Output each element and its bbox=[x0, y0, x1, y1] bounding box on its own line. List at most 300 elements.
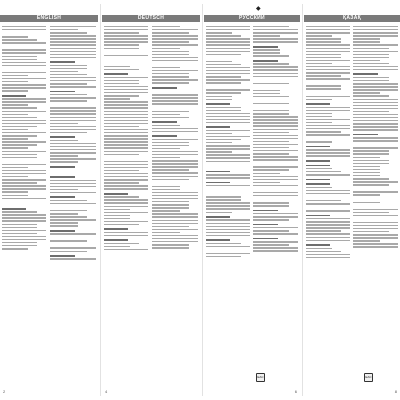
page-number: 6 bbox=[294, 389, 297, 394]
page-number: 8 bbox=[394, 389, 397, 394]
text-line bbox=[206, 235, 250, 236]
text-line bbox=[206, 145, 250, 146]
text-line bbox=[50, 94, 87, 95]
text-line bbox=[2, 81, 28, 82]
text-line bbox=[353, 60, 380, 61]
text-line bbox=[253, 210, 278, 212]
text-line bbox=[206, 99, 232, 100]
text-line bbox=[206, 154, 250, 155]
text-line bbox=[253, 147, 289, 148]
text-line bbox=[104, 209, 130, 210]
text-column-left bbox=[104, 26, 148, 386]
text-line bbox=[306, 200, 341, 201]
text-line bbox=[50, 38, 96, 39]
text-line bbox=[253, 90, 280, 91]
text-line bbox=[2, 173, 46, 174]
text-line bbox=[2, 84, 46, 85]
page-number: 4 bbox=[105, 389, 108, 394]
text-line bbox=[104, 182, 139, 183]
text-line bbox=[104, 44, 139, 45]
text-line bbox=[104, 107, 148, 108]
text-line bbox=[50, 129, 96, 130]
language-header: ҚАЗАҚ bbox=[304, 15, 400, 22]
text-line bbox=[353, 212, 389, 213]
text-line bbox=[50, 180, 96, 181]
text-line bbox=[104, 161, 148, 162]
text-line bbox=[306, 85, 341, 86]
text-line bbox=[353, 63, 389, 64]
text-line bbox=[306, 240, 350, 241]
text-line bbox=[353, 202, 380, 203]
text-line bbox=[104, 55, 148, 56]
text-line bbox=[50, 100, 87, 101]
text-line bbox=[152, 157, 180, 158]
text-line bbox=[306, 75, 341, 76]
text-line bbox=[104, 221, 148, 222]
text-line bbox=[104, 235, 148, 236]
text-line bbox=[2, 95, 26, 97]
text-line bbox=[353, 77, 389, 78]
text-line bbox=[104, 77, 148, 78]
text-line bbox=[2, 201, 46, 205]
text-line bbox=[206, 89, 250, 90]
text-line bbox=[206, 174, 250, 175]
text-line bbox=[353, 102, 398, 103]
text-line bbox=[253, 227, 298, 228]
text-line bbox=[353, 111, 389, 112]
text-line bbox=[206, 61, 232, 62]
text-line bbox=[353, 194, 380, 195]
text-line bbox=[2, 170, 46, 171]
text-line bbox=[2, 29, 46, 30]
text-line bbox=[253, 35, 280, 36]
text-line bbox=[104, 193, 128, 195]
text-line bbox=[104, 29, 148, 30]
certification-logo: EAC bbox=[364, 373, 373, 382]
text-line bbox=[306, 244, 330, 246]
text-line bbox=[206, 239, 230, 241]
text-line bbox=[104, 188, 148, 189]
text-line bbox=[2, 208, 26, 210]
text-line bbox=[152, 48, 180, 49]
text-line bbox=[104, 98, 130, 99]
page-fold-line bbox=[100, 4, 101, 396]
text-line bbox=[2, 233, 37, 234]
text-line bbox=[152, 198, 198, 199]
text-line bbox=[2, 198, 46, 199]
text-line bbox=[353, 225, 398, 226]
text-line bbox=[306, 171, 341, 172]
text-line bbox=[50, 132, 87, 133]
text-line bbox=[353, 69, 398, 70]
text-line bbox=[353, 32, 398, 33]
text-line bbox=[50, 183, 96, 184]
text-line bbox=[104, 114, 148, 115]
text-line bbox=[353, 129, 398, 130]
text-line bbox=[2, 52, 46, 53]
text-line bbox=[206, 232, 250, 233]
text-line bbox=[353, 215, 398, 216]
text-line bbox=[206, 243, 241, 244]
text-line bbox=[306, 168, 332, 169]
text-line bbox=[306, 179, 330, 181]
text-line bbox=[306, 146, 330, 148]
text-line bbox=[152, 121, 177, 123]
text-line bbox=[152, 94, 198, 95]
text-line bbox=[2, 107, 37, 108]
text-line bbox=[2, 230, 46, 231]
text-line bbox=[50, 77, 96, 78]
text-line bbox=[253, 110, 289, 111]
text-line bbox=[2, 224, 37, 225]
text-line bbox=[152, 111, 189, 112]
text-line bbox=[152, 38, 198, 39]
text-line bbox=[50, 213, 78, 214]
text-line bbox=[353, 86, 398, 87]
text-line bbox=[306, 96, 350, 97]
text-line bbox=[206, 96, 232, 97]
text-line bbox=[206, 41, 250, 42]
text-line bbox=[353, 51, 398, 52]
text-line bbox=[253, 205, 289, 206]
text-line bbox=[353, 80, 389, 81]
text-line bbox=[206, 177, 250, 178]
text-line bbox=[50, 196, 75, 198]
text-line bbox=[253, 63, 289, 64]
text-line bbox=[104, 141, 148, 142]
text-line bbox=[353, 166, 380, 167]
text-line bbox=[353, 123, 398, 124]
text-line bbox=[353, 29, 398, 30]
text-line bbox=[50, 222, 78, 223]
text-line bbox=[50, 155, 78, 156]
text-line bbox=[253, 69, 298, 70]
text-line bbox=[152, 142, 189, 143]
text-line bbox=[253, 247, 298, 248]
text-line bbox=[253, 103, 289, 104]
text-line bbox=[206, 219, 250, 220]
text-line bbox=[104, 41, 148, 42]
text-line bbox=[2, 188, 46, 189]
text-line bbox=[306, 160, 330, 162]
text-line bbox=[306, 63, 332, 64]
text-line bbox=[206, 51, 250, 52]
text-line bbox=[353, 83, 398, 84]
manual-page-english bbox=[0, 4, 98, 396]
text-line bbox=[152, 148, 180, 149]
text-line bbox=[2, 120, 46, 121]
text-line bbox=[353, 114, 398, 115]
text-line bbox=[353, 169, 380, 170]
text-line bbox=[253, 129, 298, 130]
text-line bbox=[152, 29, 198, 30]
text-line bbox=[353, 26, 398, 27]
text-line bbox=[253, 55, 289, 56]
text-line bbox=[152, 76, 189, 77]
text-line bbox=[353, 147, 398, 148]
text-line bbox=[152, 79, 198, 80]
text-line bbox=[152, 32, 189, 33]
manual-page-russian bbox=[204, 4, 300, 396]
text-line bbox=[152, 201, 189, 202]
text-line bbox=[353, 54, 389, 55]
text-line bbox=[2, 185, 46, 186]
text-line bbox=[306, 237, 350, 238]
text-line bbox=[50, 41, 96, 42]
language-header: ENGLISH bbox=[0, 15, 98, 22]
text-line bbox=[50, 29, 78, 30]
text-line bbox=[253, 41, 298, 42]
text-line bbox=[50, 251, 87, 252]
text-line bbox=[353, 44, 398, 45]
text-line bbox=[152, 213, 198, 214]
text-line bbox=[306, 221, 350, 222]
text-line bbox=[2, 62, 46, 63]
text-line bbox=[253, 179, 298, 180]
text-line bbox=[306, 210, 350, 211]
text-line bbox=[353, 126, 398, 127]
text-line bbox=[306, 88, 341, 89]
text-line bbox=[253, 176, 298, 177]
text-line bbox=[104, 120, 148, 121]
text-line bbox=[253, 46, 278, 48]
text-line bbox=[50, 176, 75, 178]
text-line bbox=[353, 108, 398, 109]
text-line bbox=[104, 129, 148, 130]
text-line bbox=[50, 65, 87, 66]
text-line bbox=[253, 138, 298, 139]
text-line bbox=[50, 240, 87, 241]
text-line bbox=[152, 244, 189, 245]
text-line bbox=[152, 97, 198, 98]
text-line bbox=[2, 104, 28, 105]
text-line bbox=[206, 136, 250, 137]
text-line bbox=[104, 170, 139, 171]
text-line bbox=[2, 36, 28, 37]
text-line bbox=[306, 38, 341, 39]
text-line bbox=[152, 247, 189, 248]
text-line bbox=[353, 191, 398, 192]
text-line bbox=[353, 150, 389, 151]
text-line bbox=[306, 174, 350, 175]
text-line bbox=[206, 26, 250, 27]
text-line bbox=[353, 246, 398, 247]
text-line bbox=[104, 151, 148, 152]
text-line bbox=[152, 145, 189, 146]
text-column-right bbox=[50, 26, 96, 386]
text-line bbox=[253, 125, 298, 126]
text-line bbox=[2, 214, 46, 215]
text-line bbox=[104, 48, 139, 49]
text-line bbox=[306, 251, 341, 252]
text-line bbox=[206, 70, 250, 71]
certification-logo: EAC bbox=[256, 373, 265, 382]
text-line bbox=[353, 209, 398, 210]
text-line bbox=[353, 243, 398, 244]
text-line bbox=[306, 48, 350, 49]
text-line bbox=[50, 192, 96, 193]
text-line bbox=[152, 117, 189, 118]
text-line bbox=[2, 176, 28, 177]
text-line bbox=[253, 26, 289, 27]
text-line bbox=[206, 32, 232, 33]
text-line bbox=[206, 130, 250, 131]
text-line bbox=[152, 54, 189, 55]
text-line bbox=[353, 48, 389, 49]
text-line bbox=[152, 169, 189, 170]
text-line bbox=[353, 163, 389, 164]
text-line bbox=[206, 164, 250, 168]
text-line bbox=[2, 191, 28, 192]
text-line bbox=[104, 144, 148, 145]
text-line bbox=[306, 218, 350, 219]
text-line bbox=[306, 103, 330, 105]
text-line bbox=[152, 151, 198, 152]
text-line bbox=[152, 82, 189, 83]
text-line bbox=[104, 179, 148, 180]
text-line bbox=[2, 227, 37, 228]
text-line bbox=[50, 110, 96, 111]
text-line bbox=[206, 35, 241, 36]
text-line bbox=[353, 92, 380, 93]
text-line bbox=[253, 122, 298, 123]
text-line bbox=[104, 185, 148, 186]
text-line bbox=[152, 125, 180, 126]
text-line bbox=[206, 148, 250, 149]
text-line bbox=[353, 175, 380, 176]
text-line bbox=[152, 192, 198, 193]
text-line bbox=[50, 126, 96, 127]
text-line bbox=[104, 95, 139, 96]
text-line bbox=[104, 32, 139, 33]
text-line bbox=[152, 139, 198, 140]
text-line bbox=[206, 151, 232, 152]
text-line bbox=[50, 255, 75, 257]
text-line bbox=[253, 132, 289, 133]
text-line bbox=[253, 144, 298, 145]
text-line bbox=[206, 76, 241, 77]
manual-page-kazakh bbox=[304, 4, 400, 396]
text-line bbox=[2, 114, 28, 115]
text-line bbox=[306, 141, 332, 142]
text-line bbox=[152, 235, 198, 236]
text-line bbox=[253, 73, 298, 74]
text-line bbox=[152, 160, 198, 161]
text-line bbox=[206, 67, 250, 68]
text-line bbox=[104, 135, 148, 136]
text-line bbox=[152, 176, 198, 177]
text-line bbox=[253, 202, 289, 203]
text-line bbox=[50, 169, 96, 173]
text-line bbox=[2, 242, 37, 243]
text-line bbox=[306, 233, 350, 234]
page-fold-line bbox=[202, 4, 203, 396]
text-line bbox=[206, 157, 250, 158]
text-line bbox=[104, 126, 139, 127]
text-line bbox=[353, 35, 398, 36]
text-line bbox=[104, 196, 139, 197]
text-line bbox=[353, 134, 378, 136]
text-line bbox=[353, 237, 398, 238]
text-line bbox=[152, 216, 198, 217]
text-line bbox=[253, 156, 298, 157]
text-line bbox=[104, 86, 148, 87]
text-line bbox=[2, 129, 28, 130]
text-line bbox=[152, 60, 198, 61]
text-line bbox=[353, 157, 380, 158]
text-line bbox=[152, 186, 180, 187]
text-line bbox=[50, 71, 78, 72]
text-line bbox=[104, 147, 148, 148]
text-line bbox=[253, 233, 298, 234]
text-line bbox=[306, 113, 332, 114]
text-line bbox=[152, 189, 180, 190]
text-line bbox=[152, 87, 177, 89]
text-line bbox=[306, 230, 341, 231]
text-line bbox=[306, 66, 350, 67]
text-line bbox=[353, 160, 389, 161]
text-line bbox=[253, 135, 298, 136]
text-line bbox=[206, 208, 250, 209]
text-line bbox=[206, 73, 250, 74]
text-line bbox=[253, 119, 298, 120]
text-line bbox=[206, 113, 250, 114]
text-line bbox=[152, 232, 180, 233]
text-line bbox=[206, 107, 241, 108]
text-line bbox=[2, 164, 46, 165]
text-line bbox=[253, 182, 280, 183]
text-line bbox=[253, 224, 278, 226]
text-line bbox=[353, 184, 389, 185]
text-line bbox=[253, 141, 289, 142]
text-line bbox=[50, 86, 96, 87]
text-line bbox=[2, 144, 37, 145]
text-line bbox=[152, 103, 198, 104]
text-line bbox=[2, 154, 37, 155]
text-line bbox=[206, 44, 250, 45]
text-line bbox=[104, 215, 130, 216]
text-line bbox=[152, 172, 198, 173]
text-line bbox=[50, 230, 75, 232]
text-line bbox=[50, 51, 96, 52]
text-line bbox=[152, 220, 198, 221]
text-line bbox=[50, 140, 78, 141]
text-line bbox=[2, 239, 46, 240]
manual-page-german bbox=[102, 4, 200, 396]
text-line bbox=[306, 193, 350, 194]
text-line bbox=[306, 107, 350, 108]
text-line bbox=[206, 133, 232, 134]
text-line bbox=[306, 119, 350, 120]
text-line bbox=[2, 78, 46, 79]
text-line bbox=[152, 67, 180, 68]
text-line bbox=[353, 120, 398, 121]
text-line bbox=[104, 232, 148, 233]
text-line bbox=[306, 110, 350, 111]
text-line bbox=[206, 82, 241, 83]
text-line bbox=[104, 167, 148, 168]
text-line bbox=[2, 132, 46, 133]
text-line bbox=[104, 176, 148, 177]
text-line bbox=[104, 246, 130, 247]
text-line bbox=[50, 152, 96, 153]
text-line bbox=[206, 116, 250, 117]
text-line bbox=[306, 35, 332, 36]
text-line bbox=[50, 158, 96, 159]
text-line bbox=[2, 111, 46, 112]
text-line bbox=[206, 48, 250, 49]
text-line bbox=[206, 142, 232, 143]
